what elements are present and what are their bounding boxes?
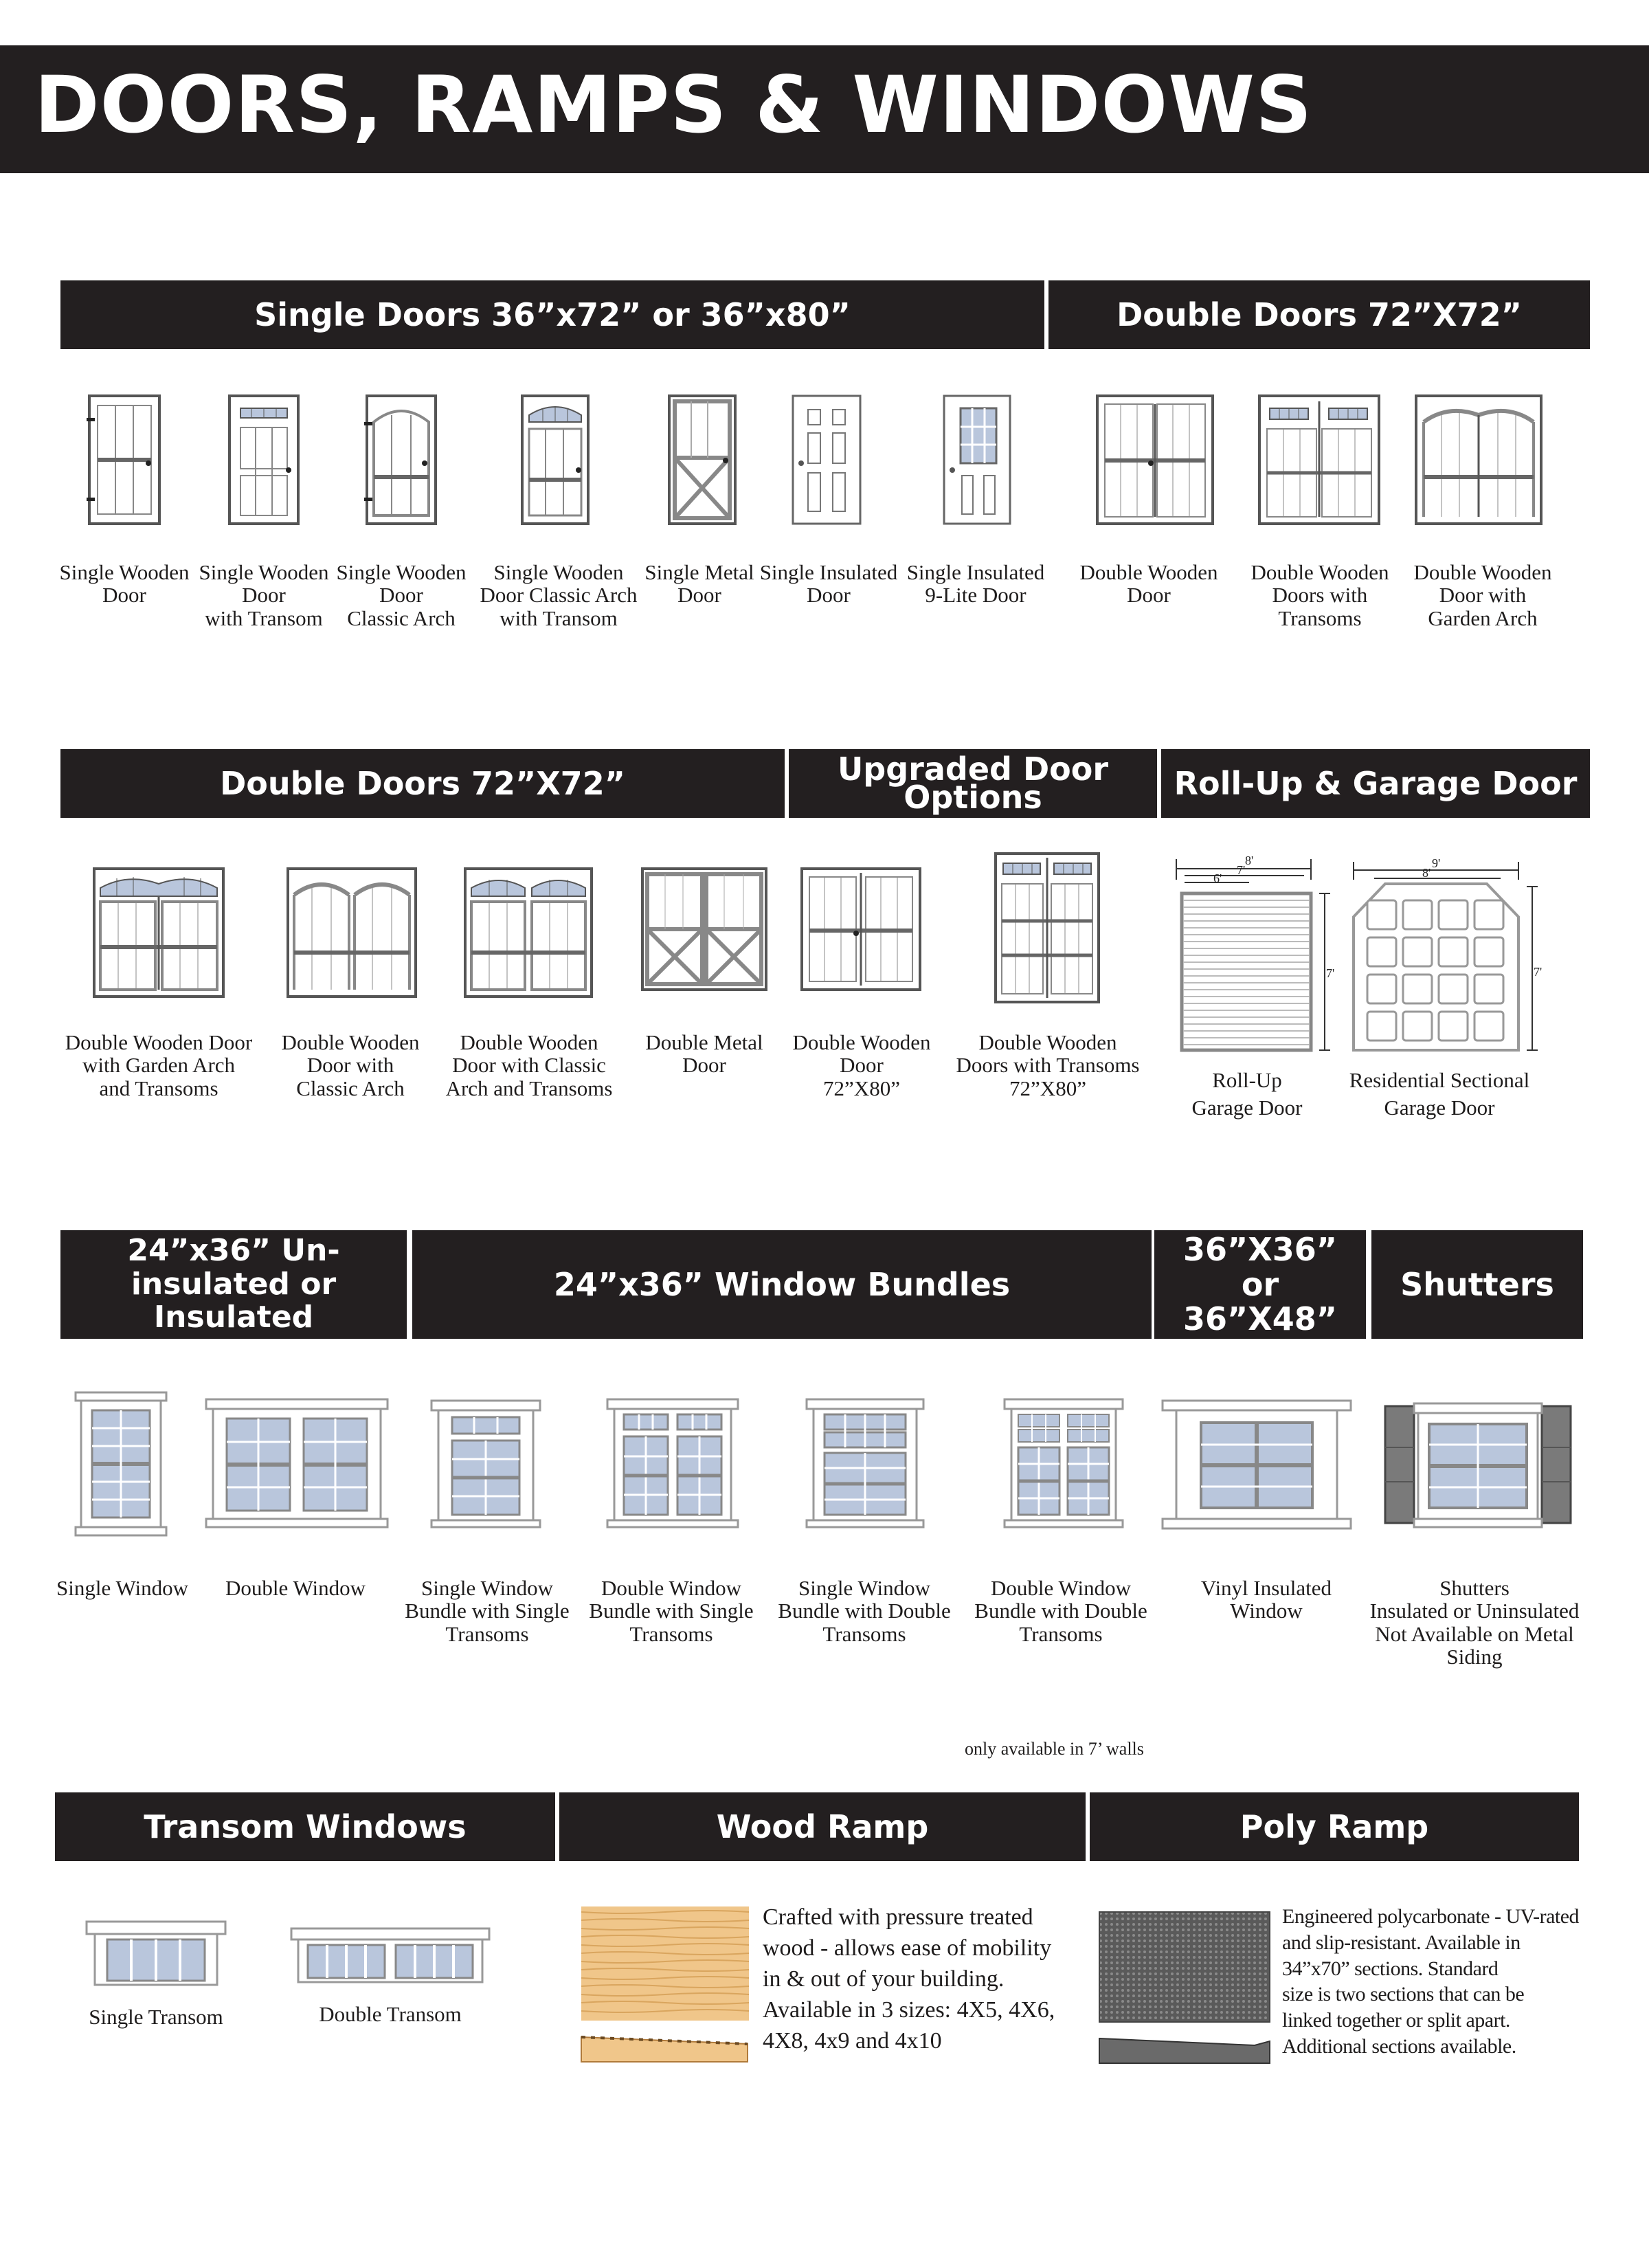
caption-double-wooden-door: Double Wooden Door bbox=[1079, 560, 1218, 608]
header-wood-ramp: Wood Ramp bbox=[559, 1792, 1086, 1861]
header-single-doors: Single Doors 36”x72” or 36”x80” bbox=[60, 280, 1044, 349]
caption-shutters: Shutters Insulated or Uninsulated Not Available on Metal Siding bbox=[1369, 1576, 1580, 1669]
double-wooden-doors-transoms-72x80-illustration bbox=[994, 852, 1101, 1003]
header-poly-ramp: Poly Ramp bbox=[1090, 1792, 1579, 1861]
sect-dim-top: 9' bbox=[1432, 856, 1441, 870]
rollup-dim-side: 7' bbox=[1326, 966, 1335, 980]
header-transom: Transom Windows bbox=[55, 1792, 555, 1861]
caption-single-wooden-door-arch: Single Wooden Door Classic Arch bbox=[336, 560, 467, 630]
single-metal-door-illustration bbox=[666, 394, 738, 525]
wood-ramp-description: Crafted with pressure treated wood - allows ease of mobility in & out of your building. Available in 3 sizes: 4X5, 4X6, 4X8, 4x9 and 4x10 bbox=[763, 1904, 1055, 2054]
rollup-dim-low: 6' bbox=[1213, 871, 1222, 885]
caption-single-insulated-door: Single Insulated Door bbox=[759, 560, 898, 608]
caption-single-wooden-door-transom: Single Wooden Door with Transom bbox=[199, 560, 329, 630]
double-door-classic-arch-transoms-illustration bbox=[463, 867, 594, 998]
single-window-bundle-single-transom-illustration bbox=[427, 1399, 544, 1528]
poly-ramp-description: Engineered polycarbonate - UV-rated and slip-resistant. Available in 34”x70” sections. Standard size is two sections that can be linked together or split apart. Additional sections available. bbox=[1282, 1905, 1580, 2058]
single-window-bundle-double-transom-illustration bbox=[804, 1398, 926, 1528]
double-door-garden-arch-transoms-illustration bbox=[92, 867, 225, 998]
header-rollup: Roll-Up & Garage Door bbox=[1161, 749, 1590, 818]
single-insulated-9-lite-door-illustration bbox=[941, 394, 1013, 525]
caption-single-transom: Single Transom bbox=[89, 2005, 223, 2029]
caption-single-wooden-door-arch-transom: Single Wooden Door Classic Arch with Transom bbox=[480, 560, 638, 630]
double-transom-illustration bbox=[289, 1927, 492, 1986]
caption-rollup-garage-door: Roll-Up Garage Door bbox=[1191, 1068, 1303, 1120]
header-win-large: 36”X36” or 36”X48” bbox=[1154, 1230, 1366, 1339]
caption-double-wooden-door-72x80: Double Wooden Door 72”X80” bbox=[792, 1030, 931, 1100]
double-wooden-door-72x80-illustration bbox=[800, 867, 922, 991]
caption-double-window-bundle-double-transom: Double Window Bundle with Double Transoms bbox=[974, 1576, 1147, 1646]
caption-double-window: Double Window bbox=[225, 1576, 366, 1600]
single-wooden-door-arch-illustration bbox=[364, 394, 438, 525]
single-window-illustration bbox=[71, 1391, 170, 1537]
caption-double-wooden-doors-transoms-72x80: Double Wooden Doors with Transoms 72”X80” bbox=[956, 1030, 1140, 1100]
caption-single-window-bundle-double-transom: Single Window Bundle with Double Transoms bbox=[778, 1576, 951, 1646]
double-metal-door-illustration bbox=[640, 867, 768, 991]
rollup-garage-door-illustration bbox=[1174, 852, 1338, 1058]
caption-double-window-bundle-single-transom: Double Window Bundle with Single Transoms bbox=[589, 1576, 754, 1646]
header-win-single: 24”x36” Un-insulated or Insulated bbox=[60, 1230, 407, 1339]
caption-single-wooden-door: Single Wooden Door bbox=[59, 560, 190, 608]
single-insulated-door-illustration bbox=[790, 394, 863, 525]
header-double-doors-b: Double Doors 72”X72” bbox=[60, 749, 785, 818]
caption-single-window-bundle-single-transom: Single Window Bundle with Single Transoms bbox=[405, 1576, 570, 1646]
rollup-dim-top: 8' bbox=[1245, 854, 1254, 867]
caption-double-metal-door: Double Metal Door bbox=[645, 1030, 763, 1078]
header-upgraded: Upgraded Door Options bbox=[789, 749, 1157, 818]
page-title: DOORS, RAMPS & WINDOWS bbox=[34, 59, 1313, 151]
caption-double-door-garden-arch-transoms: Double Wooden Door with Garden Arch and Transoms bbox=[65, 1030, 253, 1100]
single-wooden-door-arch-transom-illustration bbox=[519, 394, 591, 525]
double-wooden-door-illustration bbox=[1095, 394, 1215, 525]
caption-single-metal-door: Single Metal Door bbox=[644, 560, 754, 608]
header-shutters: Shutters bbox=[1371, 1230, 1583, 1339]
caption-double-wooden-doors-transoms: Double Wooden Doors with Transoms bbox=[1250, 560, 1389, 630]
sect-dim-mid: 8' bbox=[1422, 866, 1431, 880]
sectional-garage-door-illustration bbox=[1347, 856, 1546, 1058]
double-window-bundle-single-transom-illustration bbox=[605, 1398, 741, 1528]
shutters-window-illustration bbox=[1382, 1402, 1573, 1528]
caption-single-window: Single Window bbox=[56, 1576, 188, 1600]
caption-sectional-garage-door: Residential Sectional Garage Door bbox=[1349, 1068, 1530, 1120]
header-win-bundles: 24”x36” Window Bundles bbox=[412, 1230, 1152, 1339]
header-double-doors-a: Double Doors 72”X72” bbox=[1048, 280, 1590, 349]
caption-double-door-classic-arch: Double Wooden Door with Classic Arch bbox=[281, 1030, 420, 1100]
single-wooden-door-transom-illustration bbox=[227, 394, 301, 525]
caption-single-insulated-9-lite-door: Single Insulated 9-Lite Door bbox=[906, 560, 1045, 608]
double-door-classic-arch-illustration bbox=[286, 867, 418, 998]
double-wooden-door-garden-arch-illustration bbox=[1414, 394, 1543, 525]
vinyl-insulated-window-illustration bbox=[1160, 1399, 1354, 1530]
double-wooden-doors-transoms-illustration bbox=[1257, 394, 1381, 525]
caption-double-door-classic-arch-transoms: Double Wooden Door with Classic Arch and Transoms bbox=[445, 1030, 613, 1100]
double-window-bundle-double-transom-illustration bbox=[1002, 1398, 1125, 1528]
row3-note: only available in 7’ walls bbox=[965, 1739, 1144, 1759]
caption-double-wooden-door-garden-arch: Double Wooden Door with Garden Arch bbox=[1413, 560, 1552, 630]
caption-vinyl-insulated-window: Vinyl Insulated Window bbox=[1200, 1576, 1332, 1623]
rollup-dim-mid: 7' bbox=[1237, 863, 1246, 877]
sect-dim-side: 7' bbox=[1534, 965, 1543, 979]
single-transom-illustration bbox=[84, 1920, 228, 1989]
single-wooden-door-illustration bbox=[87, 394, 162, 525]
wood-ramp-illustration bbox=[580, 1905, 750, 2063]
title-bar bbox=[0, 45, 1649, 173]
caption-double-transom: Double Transom bbox=[319, 2002, 462, 2026]
double-window-illustration bbox=[203, 1398, 390, 1528]
poly-ramp-illustration bbox=[1098, 1911, 1271, 2069]
